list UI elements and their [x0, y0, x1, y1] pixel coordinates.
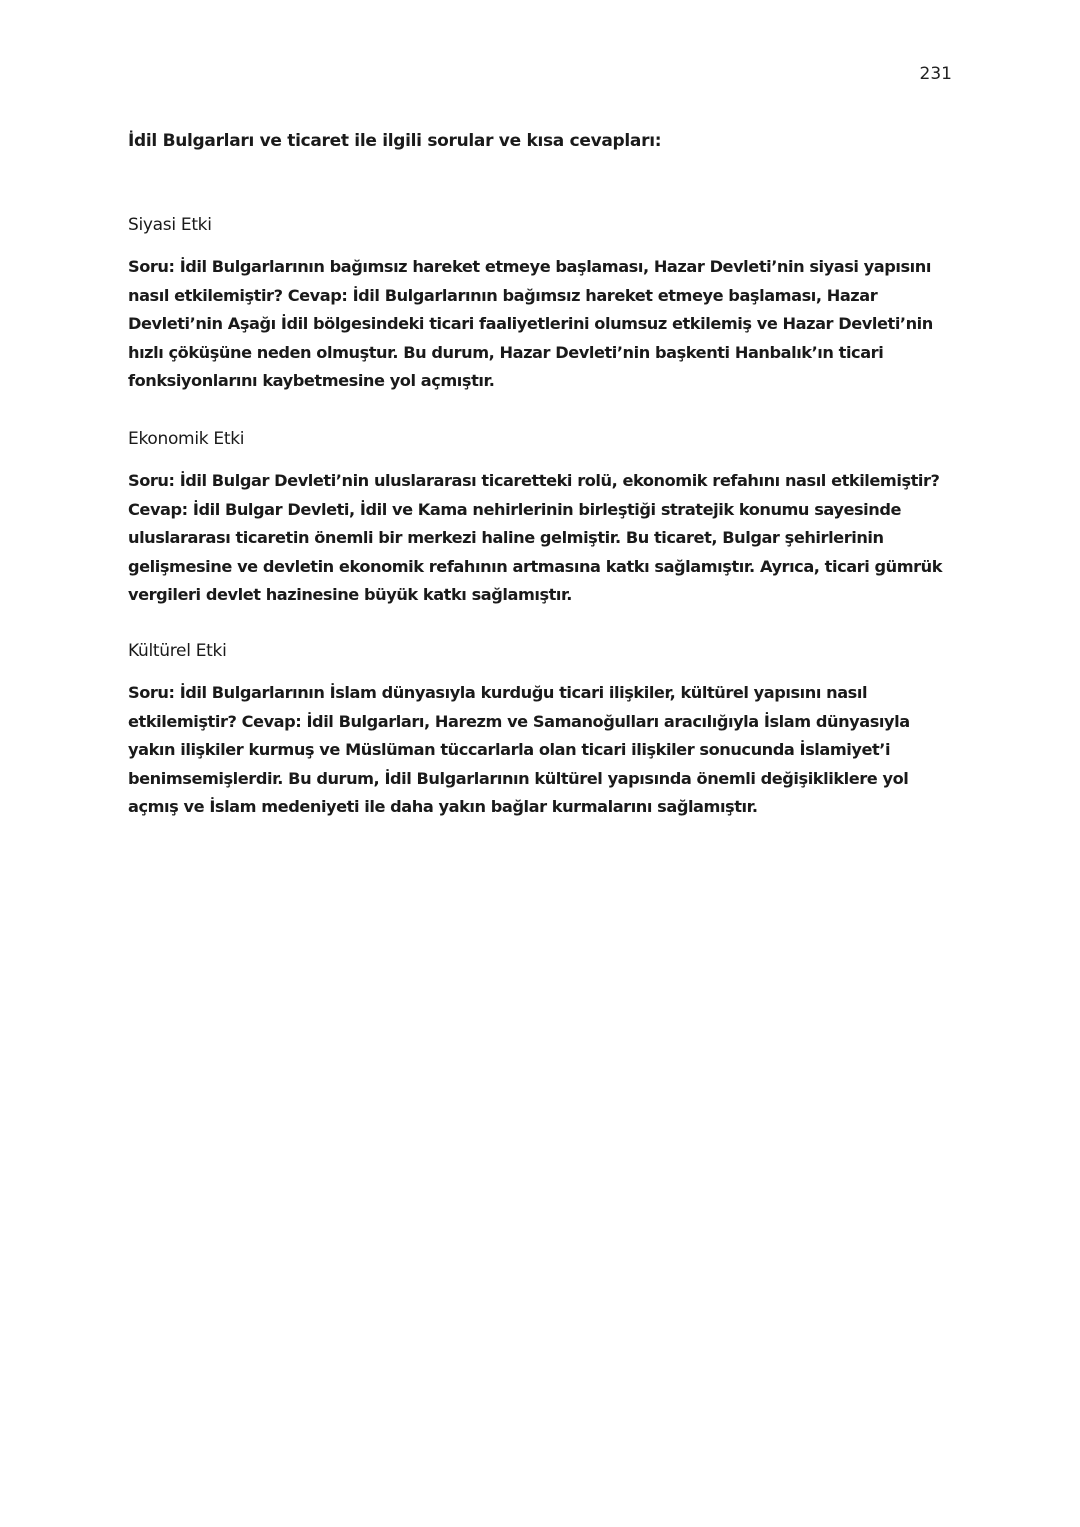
section-title: Kültürel Etki [128, 641, 227, 661]
section-title: Ekonomik Etki [128, 429, 245, 449]
section-title: Siyasi Etki [128, 215, 212, 235]
intro-heading: İdil Bulgarları ve ticaret ile ilgili sorular ve kısa cevapları: [128, 131, 662, 151]
page-number: 231 [919, 64, 952, 84]
section-body: Soru: İdil Bulgarlarının bağımsız hareket etmeye başlaması, Hazar Devleti’nin siyasi yapısını nasıl etkilemiştir? Cevap: İdil Bulgarlarının bağımsız hareket etmeye başlaması, Hazar Devleti’nin Aşağı İdil bölgesindeki ticari faaliyetlerini olumsuz etkilemiş ve Hazar Devleti’nin hızlı çöküşüne neden olmuştur. Bu durum, Hazar Devleti’nin başkenti Hanbalık’ın ticari fonksiyonlarını kaybetmesine yol açmıştır. [128, 257, 933, 390]
section-body: Soru: İdil Bulgar Devleti’nin uluslararası ticaretteki rolü, ekonomik refahını nasıl etkilemiştir? Cevap: İdil Bulgar Devleti, İdil ve Kama nehirlerinin birleştiği stratejik konumu sayesinde uluslararası ticaretin önemli bir merkezi haline gelmiştir. Bu ticaret, Bulgar şehirlerinin gelişmesine ve devletin ekonomik refahının artmasına katkı sağlamıştır. Ayrıca, ticari gümrük vergileri devlet hazinesine büyük katkı sağlamıştır. [128, 471, 943, 604]
section-cultural-effect [128, 641, 958, 822]
section-body: Soru: İdil Bulgarlarının İslam dünyasıyla kurduğu ticari ilişkiler, kültürel yapısını nasıl etkilemiştir? Cevap: İdil Bulgarları, Harezm ve Samanoğulları aracılığıyla İslam dünyasıyla yakın ilişkiler kurmuş ve Müslüman tüccarlarla olan ticari ilişkiler sonucunda İslamiyet’i benimsemişlerdir. Bu durum, İdil Bulgarlarının kültürel yapısında önemli değişikliklere yol açmış ve İslam medeniyeti ile daha yakın bağlar kurmalarını sağlamıştır. [128, 683, 910, 816]
section-political-effect [128, 215, 958, 396]
section-economic-effect [128, 429, 958, 610]
